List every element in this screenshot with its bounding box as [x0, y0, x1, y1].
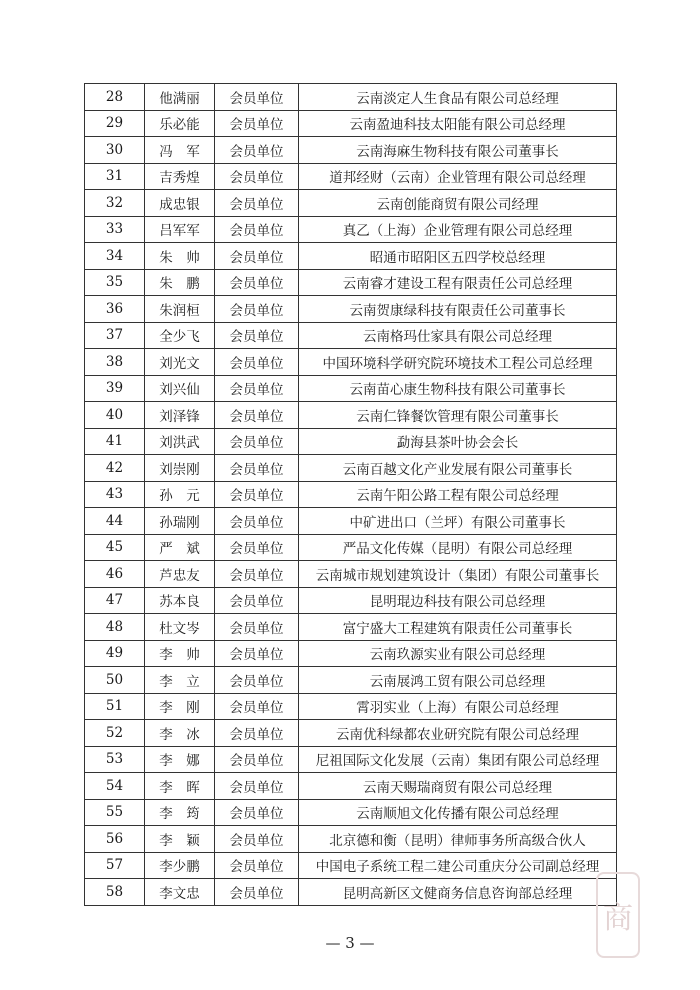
cell-number: 57 — [85, 852, 145, 879]
page-number: — 3 — — [325, 934, 375, 952]
watermark-glyph: 商 — [603, 901, 633, 936]
cell-organization: 云南盈迪科技太阳能有限公司总经理 — [299, 110, 617, 137]
cell-name: 李 冰 — [145, 720, 215, 747]
cell-name: 李 立 — [145, 667, 215, 694]
table-row — [85, 322, 617, 349]
cell-name: 苏本良 — [145, 587, 215, 614]
cell-member-type: 会员单位 — [215, 296, 299, 323]
cell-member-type: 会员单位 — [215, 799, 299, 826]
cell-number: 51 — [85, 693, 145, 720]
cell-organization: 云南海麻生物科技有限公司董事长 — [299, 137, 617, 164]
cell-name: 芦忠友 — [145, 561, 215, 588]
cell-name: 李 帅 — [145, 640, 215, 667]
cell-member-type: 会员单位 — [215, 269, 299, 296]
cell-name: 李 颖 — [145, 826, 215, 853]
cell-name: 全少飞 — [145, 322, 215, 349]
table-row — [85, 799, 617, 826]
cell-member-type: 会员单位 — [215, 481, 299, 508]
cell-name: 李文忠 — [145, 879, 215, 906]
cell-member-type: 会员单位 — [215, 375, 299, 402]
table-row — [85, 349, 617, 376]
cell-member-type: 会员单位 — [215, 216, 299, 243]
cell-organization: 富宁盛大工程建筑有限责任公司董事长 — [299, 614, 617, 641]
table-row — [85, 137, 617, 164]
cell-organization: 云南创能商贸有限公司经理 — [299, 190, 617, 217]
table-row — [85, 296, 617, 323]
cell-organization: 云南天赐瑞商贸有限公司总经理 — [299, 773, 617, 800]
cell-number: 32 — [85, 190, 145, 217]
cell-name: 李 娜 — [145, 746, 215, 773]
cell-organization: 真乙（上海）企业管理有限公司总经理 — [299, 216, 617, 243]
cell-organization: 道邦经财（云南）企业管理有限公司总经理 — [299, 163, 617, 190]
cell-number: 50 — [85, 667, 145, 694]
cell-name: 李少鹏 — [145, 852, 215, 879]
cell-member-type: 会员单位 — [215, 826, 299, 853]
table-row — [85, 852, 617, 879]
cell-member-type: 会员单位 — [215, 190, 299, 217]
member-table-body — [85, 84, 617, 906]
cell-name: 他满丽 — [145, 84, 215, 111]
cell-name: 成忠银 — [145, 190, 215, 217]
table-row — [85, 110, 617, 137]
cell-member-type: 会员单位 — [215, 667, 299, 694]
cell-name: 乐必能 — [145, 110, 215, 137]
cell-name: 李 晖 — [145, 773, 215, 800]
cell-number: 56 — [85, 826, 145, 853]
cell-member-type: 会员单位 — [215, 163, 299, 190]
cell-number: 41 — [85, 428, 145, 455]
cell-name: 刘兴仙 — [145, 375, 215, 402]
cell-number: 35 — [85, 269, 145, 296]
cell-member-type: 会员单位 — [215, 614, 299, 641]
table-row — [85, 746, 617, 773]
cell-organization: 霄羽实业（上海）有限公司总经理 — [299, 693, 617, 720]
table-row — [85, 402, 617, 429]
cell-name: 孙 元 — [145, 481, 215, 508]
watermark-logo — [596, 872, 640, 958]
cell-organization: 云南午阳公路工程有限公司总经理 — [299, 481, 617, 508]
table-row — [85, 693, 617, 720]
cell-number: 37 — [85, 322, 145, 349]
table-row — [85, 481, 617, 508]
table-row — [85, 216, 617, 243]
cell-number: 58 — [85, 879, 145, 906]
cell-member-type: 会员单位 — [215, 428, 299, 455]
table-row — [85, 879, 617, 906]
cell-number: 31 — [85, 163, 145, 190]
cell-organization: 云南优科绿都农业研究院有限公司总经理 — [299, 720, 617, 747]
table-row — [85, 561, 617, 588]
cell-number: 40 — [85, 402, 145, 429]
cell-number: 49 — [85, 640, 145, 667]
cell-organization: 云南玖源实业有限公司总经理 — [299, 640, 617, 667]
cell-name: 李 筠 — [145, 799, 215, 826]
cell-organization: 勐海县茶叶协会会长 — [299, 428, 617, 455]
cell-organization: 中国环境科学研究院环境技术工程公司总经理 — [299, 349, 617, 376]
cell-member-type: 会员单位 — [215, 322, 299, 349]
cell-organization: 云南顺旭文化传播有限公司总经理 — [299, 799, 617, 826]
cell-member-type: 会员单位 — [215, 773, 299, 800]
cell-name: 孙瑞刚 — [145, 508, 215, 535]
cell-number: 46 — [85, 561, 145, 588]
cell-number: 39 — [85, 375, 145, 402]
table-row — [85, 163, 617, 190]
cell-number: 48 — [85, 614, 145, 641]
cell-organization: 昆明琨边科技有限公司总经理 — [299, 587, 617, 614]
cell-name: 刘光文 — [145, 349, 215, 376]
cell-member-type: 会员单位 — [215, 534, 299, 561]
cell-name: 冯 军 — [145, 137, 215, 164]
cell-organization: 云南苗心康生物科技有限公司董事长 — [299, 375, 617, 402]
cell-number: 33 — [85, 216, 145, 243]
cell-name: 杜文岑 — [145, 614, 215, 641]
cell-name: 李 刚 — [145, 693, 215, 720]
cell-organization: 严品文化传媒（昆明）有限公司总经理 — [299, 534, 617, 561]
table-row — [85, 508, 617, 535]
table-row — [85, 614, 617, 641]
cell-number: 54 — [85, 773, 145, 800]
cell-number: 28 — [85, 84, 145, 111]
cell-name: 朱 帅 — [145, 243, 215, 270]
cell-member-type: 会员单位 — [215, 455, 299, 482]
cell-number: 47 — [85, 587, 145, 614]
table-row — [85, 720, 617, 747]
cell-member-type: 会员单位 — [215, 243, 299, 270]
table-row — [85, 826, 617, 853]
cell-organization: 云南淡定人生食品有限公司总经理 — [299, 84, 617, 111]
table-row — [85, 640, 617, 667]
cell-organization: 北京德和衡（昆明）律师事务所高级合伙人 — [299, 826, 617, 853]
cell-number: 52 — [85, 720, 145, 747]
cell-organization: 尼祖国际文化发展（云南）集团有限公司总经理 — [299, 746, 617, 773]
cell-member-type: 会员单位 — [215, 349, 299, 376]
cell-organization: 昆明高新区文健商务信息咨询部总经理 — [299, 879, 617, 906]
cell-member-type: 会员单位 — [215, 852, 299, 879]
cell-member-type: 会员单位 — [215, 693, 299, 720]
cell-member-type: 会员单位 — [215, 746, 299, 773]
cell-organization: 云南睿才建设工程有限责任公司总经理 — [299, 269, 617, 296]
cell-name: 朱润桓 — [145, 296, 215, 323]
cell-organization: 云南格玛仕家具有限公司总经理 — [299, 322, 617, 349]
cell-organization: 云南仁锋餐饮管理有限公司董事长 — [299, 402, 617, 429]
cell-member-type: 会员单位 — [215, 84, 299, 111]
cell-member-type: 会员单位 — [215, 110, 299, 137]
cell-member-type: 会员单位 — [215, 508, 299, 535]
cell-number: 38 — [85, 349, 145, 376]
table-row — [85, 428, 617, 455]
table-row — [85, 773, 617, 800]
cell-organization: 云南展鸿工贸有限公司总经理 — [299, 667, 617, 694]
cell-number: 42 — [85, 455, 145, 482]
cell-number: 55 — [85, 799, 145, 826]
cell-member-type: 会员单位 — [215, 720, 299, 747]
table-row — [85, 587, 617, 614]
table-row — [85, 190, 617, 217]
cell-number: 53 — [85, 746, 145, 773]
cell-organization: 昭通市昭阳区五四学校总经理 — [299, 243, 617, 270]
cell-number: 29 — [85, 110, 145, 137]
cell-number: 36 — [85, 296, 145, 323]
cell-name: 刘洪武 — [145, 428, 215, 455]
cell-member-type: 会员单位 — [215, 640, 299, 667]
table-row — [85, 534, 617, 561]
table-row — [85, 375, 617, 402]
cell-number: 34 — [85, 243, 145, 270]
cell-name: 吉秀煌 — [145, 163, 215, 190]
table-row — [85, 455, 617, 482]
cell-member-type: 会员单位 — [215, 561, 299, 588]
table-row — [85, 84, 617, 111]
cell-name: 刘泽锋 — [145, 402, 215, 429]
cell-name: 朱 鹏 — [145, 269, 215, 296]
cell-number: 45 — [85, 534, 145, 561]
cell-organization: 云南城市规划建筑设计（集团）有限公司董事长 — [299, 561, 617, 588]
cell-organization: 中矿进出口（兰坪）有限公司董事长 — [299, 508, 617, 535]
table-row — [85, 269, 617, 296]
cell-organization: 云南百越文化产业发展有限公司董事长 — [299, 455, 617, 482]
cell-member-type: 会员单位 — [215, 137, 299, 164]
member-table — [84, 83, 617, 906]
cell-number: 43 — [85, 481, 145, 508]
cell-organization: 中国电子系统工程二建公司重庆分公司副总经理 — [299, 852, 617, 879]
cell-name: 严 斌 — [145, 534, 215, 561]
cell-member-type: 会员单位 — [215, 879, 299, 906]
cell-member-type: 会员单位 — [215, 587, 299, 614]
cell-number: 44 — [85, 508, 145, 535]
table-row — [85, 667, 617, 694]
table-row — [85, 243, 617, 270]
cell-name: 吕军军 — [145, 216, 215, 243]
cell-organization: 云南贺康绿科技有限责任公司董事长 — [299, 296, 617, 323]
cell-member-type: 会员单位 — [215, 402, 299, 429]
cell-number: 30 — [85, 137, 145, 164]
cell-name: 刘崇刚 — [145, 455, 215, 482]
